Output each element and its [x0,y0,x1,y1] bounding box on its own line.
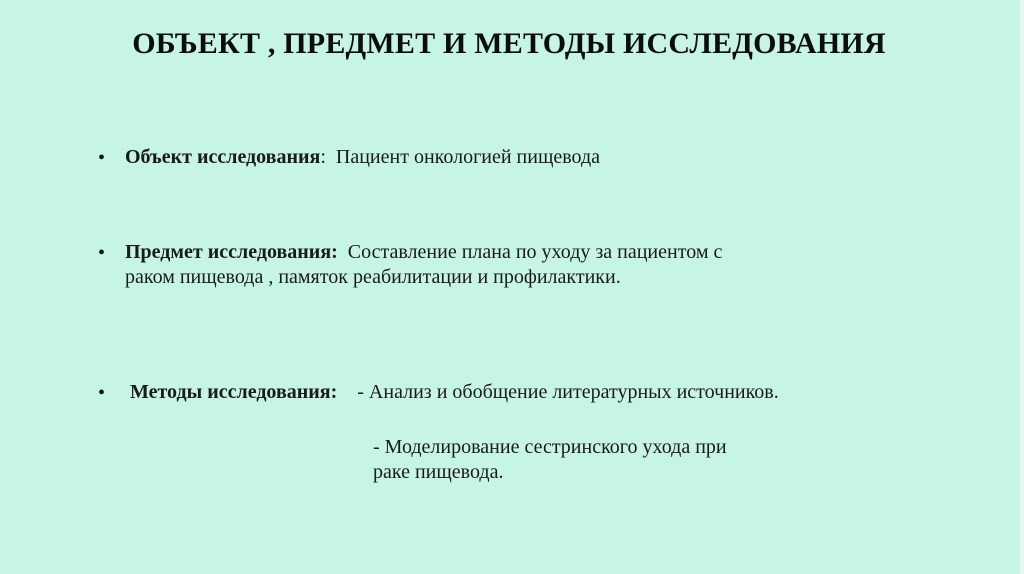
bullet-2: • [98,242,106,264]
object-text: Пациент онкологией пищевода [335,146,601,168]
subject-label: Предмет исследования: [125,241,338,263]
subject-text-line-1: Составление плана по уходу за пациентом с [347,241,723,263]
slide-title: ОБЪЕКТ , ПРЕДМЕТ И МЕТОДЫ ИССЛЕДОВАНИЯ [132,27,886,60]
object-label: Объект исследования [125,146,321,168]
item-subject [125,240,722,264]
bullet-3: • [98,382,106,404]
item-object [125,145,600,169]
methods-text-line-3: раке пищевода. [373,461,504,483]
subject-text-line-2: раком пищевода , памяток реабилитации и профилактики. [125,266,621,288]
methods-label: Методы исследования: [130,381,338,403]
object-separator: : [320,146,326,168]
item-methods [130,380,779,404]
bullet-1: • [98,147,106,169]
slide-edge [1020,0,1024,574]
methods-text-line-1: - Анализ и обобщение литературных источников. [357,381,779,403]
methods-text-line-2: - Моделирование сестринского ухода при [373,436,727,458]
